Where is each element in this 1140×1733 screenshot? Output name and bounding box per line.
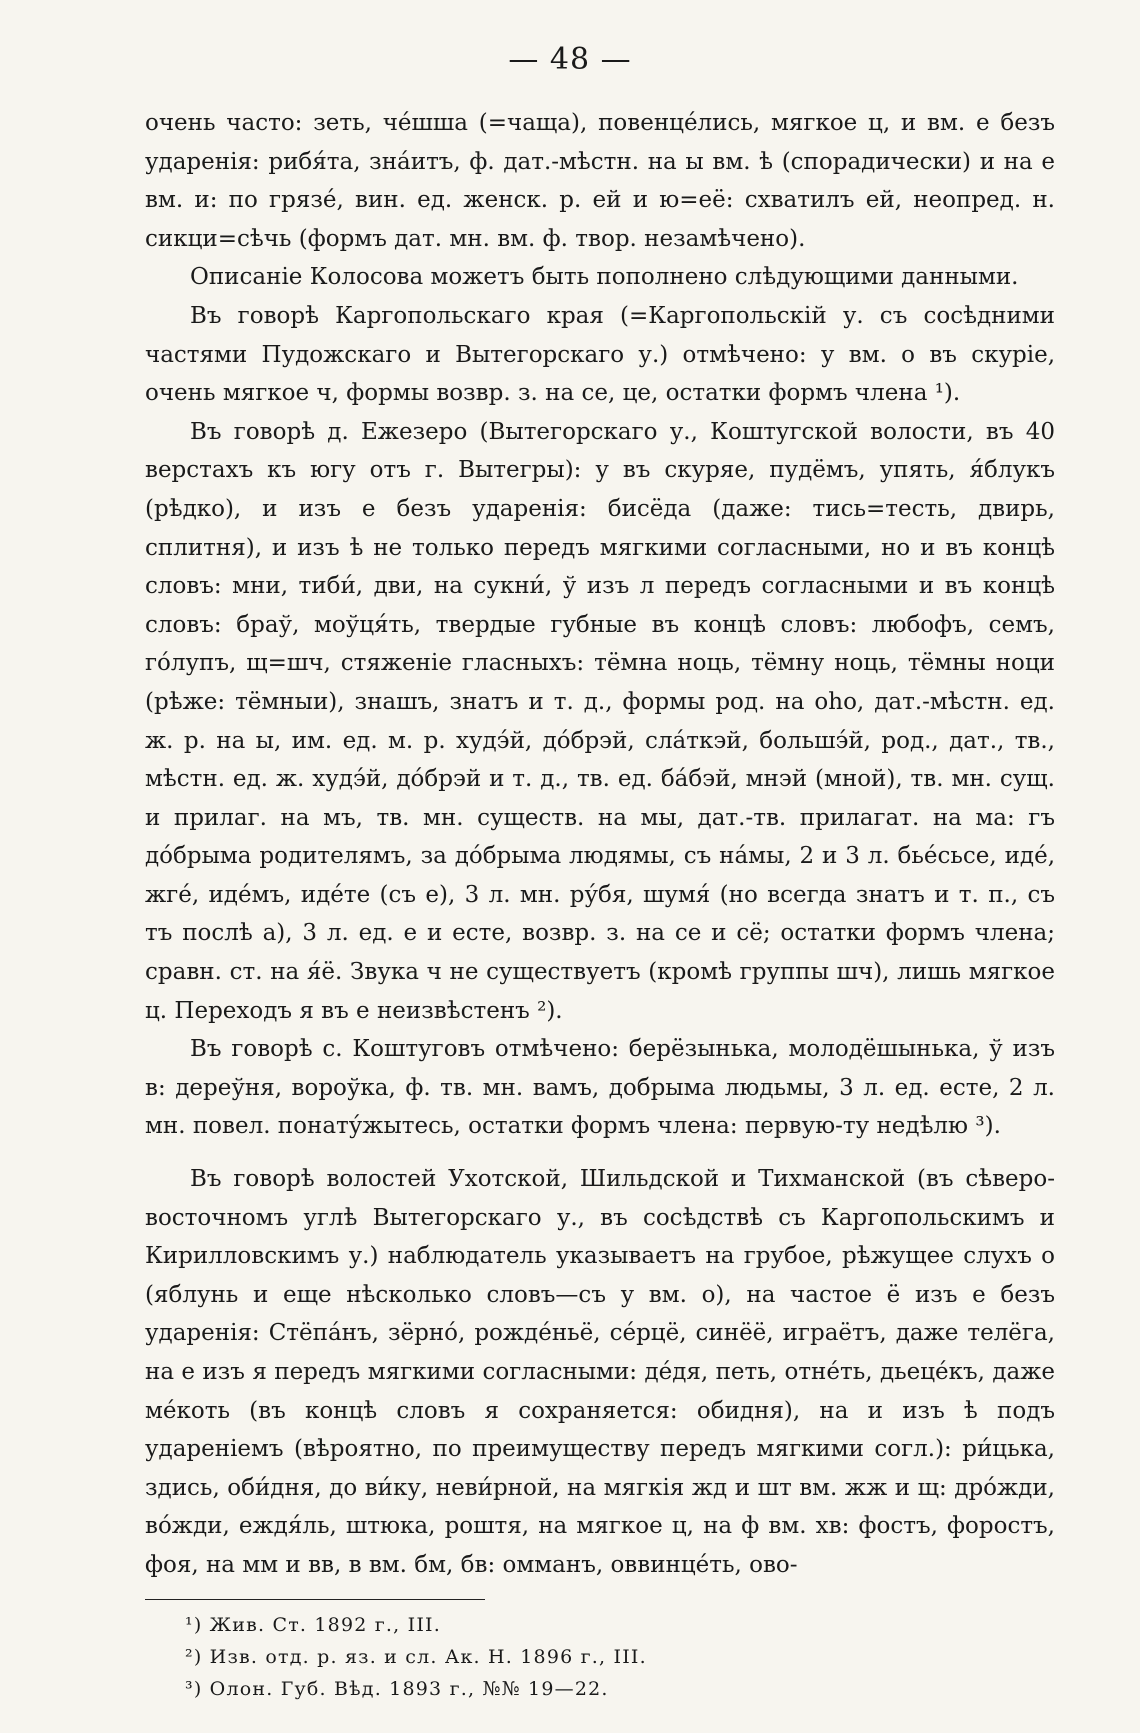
footnote-2: ²) Изв. отд. р. яз. и сл. Ак. Н. 1896 г., III. (185, 1646, 647, 1668)
footnote-3: ³) Олон. Губ. Вѣд. 1893 г., №№ 19—22. (185, 1678, 609, 1700)
page-number: — 48 — (508, 42, 632, 77)
paragraph-kargopol: Въ говорѣ Каргопольскаго края (=Каргопольскій у. съ сосѣдними частями Пудожскаго и Вытегорскаго у.) отмѣчено: у вм. о въ скуріе, очень мягкое ч, формы возвр. з. на се, це, остатки формъ члена ¹). (145, 302, 1055, 407)
body-text (145, 104, 1055, 1585)
paragraph-ukhotskaya: Въ говорѣ волостей Ухотской, Шильдской и Тихманской (въ сѣверо-восточномъ углѣ Вытегорскаго у., въ сосѣдствѣ съ Каргопольскимъ и Кирилловскимъ у.) наблюдатель указываетъ на грубое, рѣжущее слухъ о (яблунь и еще нѣсколько словъ—съ у вм. о), на частое ё изъ е безъ ударенія: Стёпáнъ, зёрнó, рождéньё, сéрцё, синёё, играётъ, даже телёга, на е изъ я передъ мягкими согласными: дéдя, петь, отнéть, дьецéкъ, даже мéкоть (въ концѣ словъ я сохраняется: обидня), на и изъ ѣ подъ удареніемъ (вѣроятно, по преимуществу передъ мягкими согл.): ри́цька, здись, оби́дня, до ви́ку, неви́рной, на мягкія жд и шт вм. жж и щ: дрóжди, вóжди, еждя́ль, штюка, роштя, на мягкое ц, на ф вм. хв: фостъ, форостъ, фоя, на мм и вв, в вм. бм, бв: омманъ, оввинцéть, ово- (145, 1166, 1055, 1578)
paragraph-koshtugi: Въ говорѣ с. Коштуговъ отмѣчено: берёзынька, молодёшынька, ў изъ в: дереўня, вороўка, ф. тв. мн. вамъ, добрыма людьмы, 3 л. ед. есте, 2 л. мн. повел. понату́жытесь, остатки формъ члена: первую-ту недѣлю ³). (145, 1036, 1055, 1140)
footnotes (185, 1609, 647, 1705)
paragraph-continuation: очень часто: зеть, чéшша (=чаща), повенцéлись, мягкое ц, и вм. е безъ ударенія: рибя́та, зна́итъ, ф. дат.-мѣстн. на ы вм. ѣ (спорадически) и на е вм. и: по грязé, вин. ед. женск. р. ей и ю=её: схватилъ ей, неопред. н. сикци=сѣчь (формъ дат. мн. вм. ф. твор. незамѣчено). (145, 110, 1055, 252)
footnote-divider (145, 1599, 485, 1600)
paragraph-ezhezero: Въ говорѣ д. Ежезеро (Вытегорскаго у., Коштугской волости, въ 40 верстахъ къ югу отъ г. Вытегры): у въ скуряе, пудёмъ, упять, я́блукъ (рѣдко), и изъ е безъ ударенія: бисёда (даже: тись=тесть, двирь, сплитня), и изъ ѣ не только передъ мягкими согласными, но и въ концѣ словъ: мни, тиби́, дви, на сукни́, ў изъ л передъ согласными и въ концѣ словъ: браў, моўця́ть, твердые губные въ концѣ словъ: любофъ, семъ, го́лупъ, щ=шч, стяженіе гласныхъ: тёмна ноць, тёмну ноць, тёмны ноци (рѣже: тёмныи), знашъ, знатъ и т. д., формы род. на оhо, дат.-мѣстн. ед. ж. р. на ы, им. ед. м. р. худэ́й, до́брэй, сла́ткэй, большэ́й, род., дат., тв., мѣстн. ед. ж. худэ́й, до́брэй и т. д., тв. ед. ба́бэй, мнэй (мной), тв. мн. сущ. и прилаг. на мъ, тв. мн. существ. на мы, дат.-тв. прилагат. на ма: гъ до́брыма родителямъ, за до́брыма людямы, съ на́мы, 2 и 3 л. бьéсьсе, идé, жгé, идéмъ, идéте (съ е), 3 л. мн. ру́бя, шумя́ (но всегда знатъ и т. п., съ тъ послѣ а), 3 л. ед. е и есте, возвр. з. на се и сё; остатки формъ члена; сравн. ст. на я́ё. Звука ч не существуетъ (кромѣ группы шч), лишь мягкое ц. Переходъ я въ е неизвѣстенъ ²). (145, 418, 1055, 1024)
footnote-1: ¹) Жив. Ст. 1892 г., III. (185, 1614, 442, 1636)
paragraph-kolosov-note: Описаніе Колосова можетъ быть пополнено слѣдующими данными. (190, 264, 1019, 291)
